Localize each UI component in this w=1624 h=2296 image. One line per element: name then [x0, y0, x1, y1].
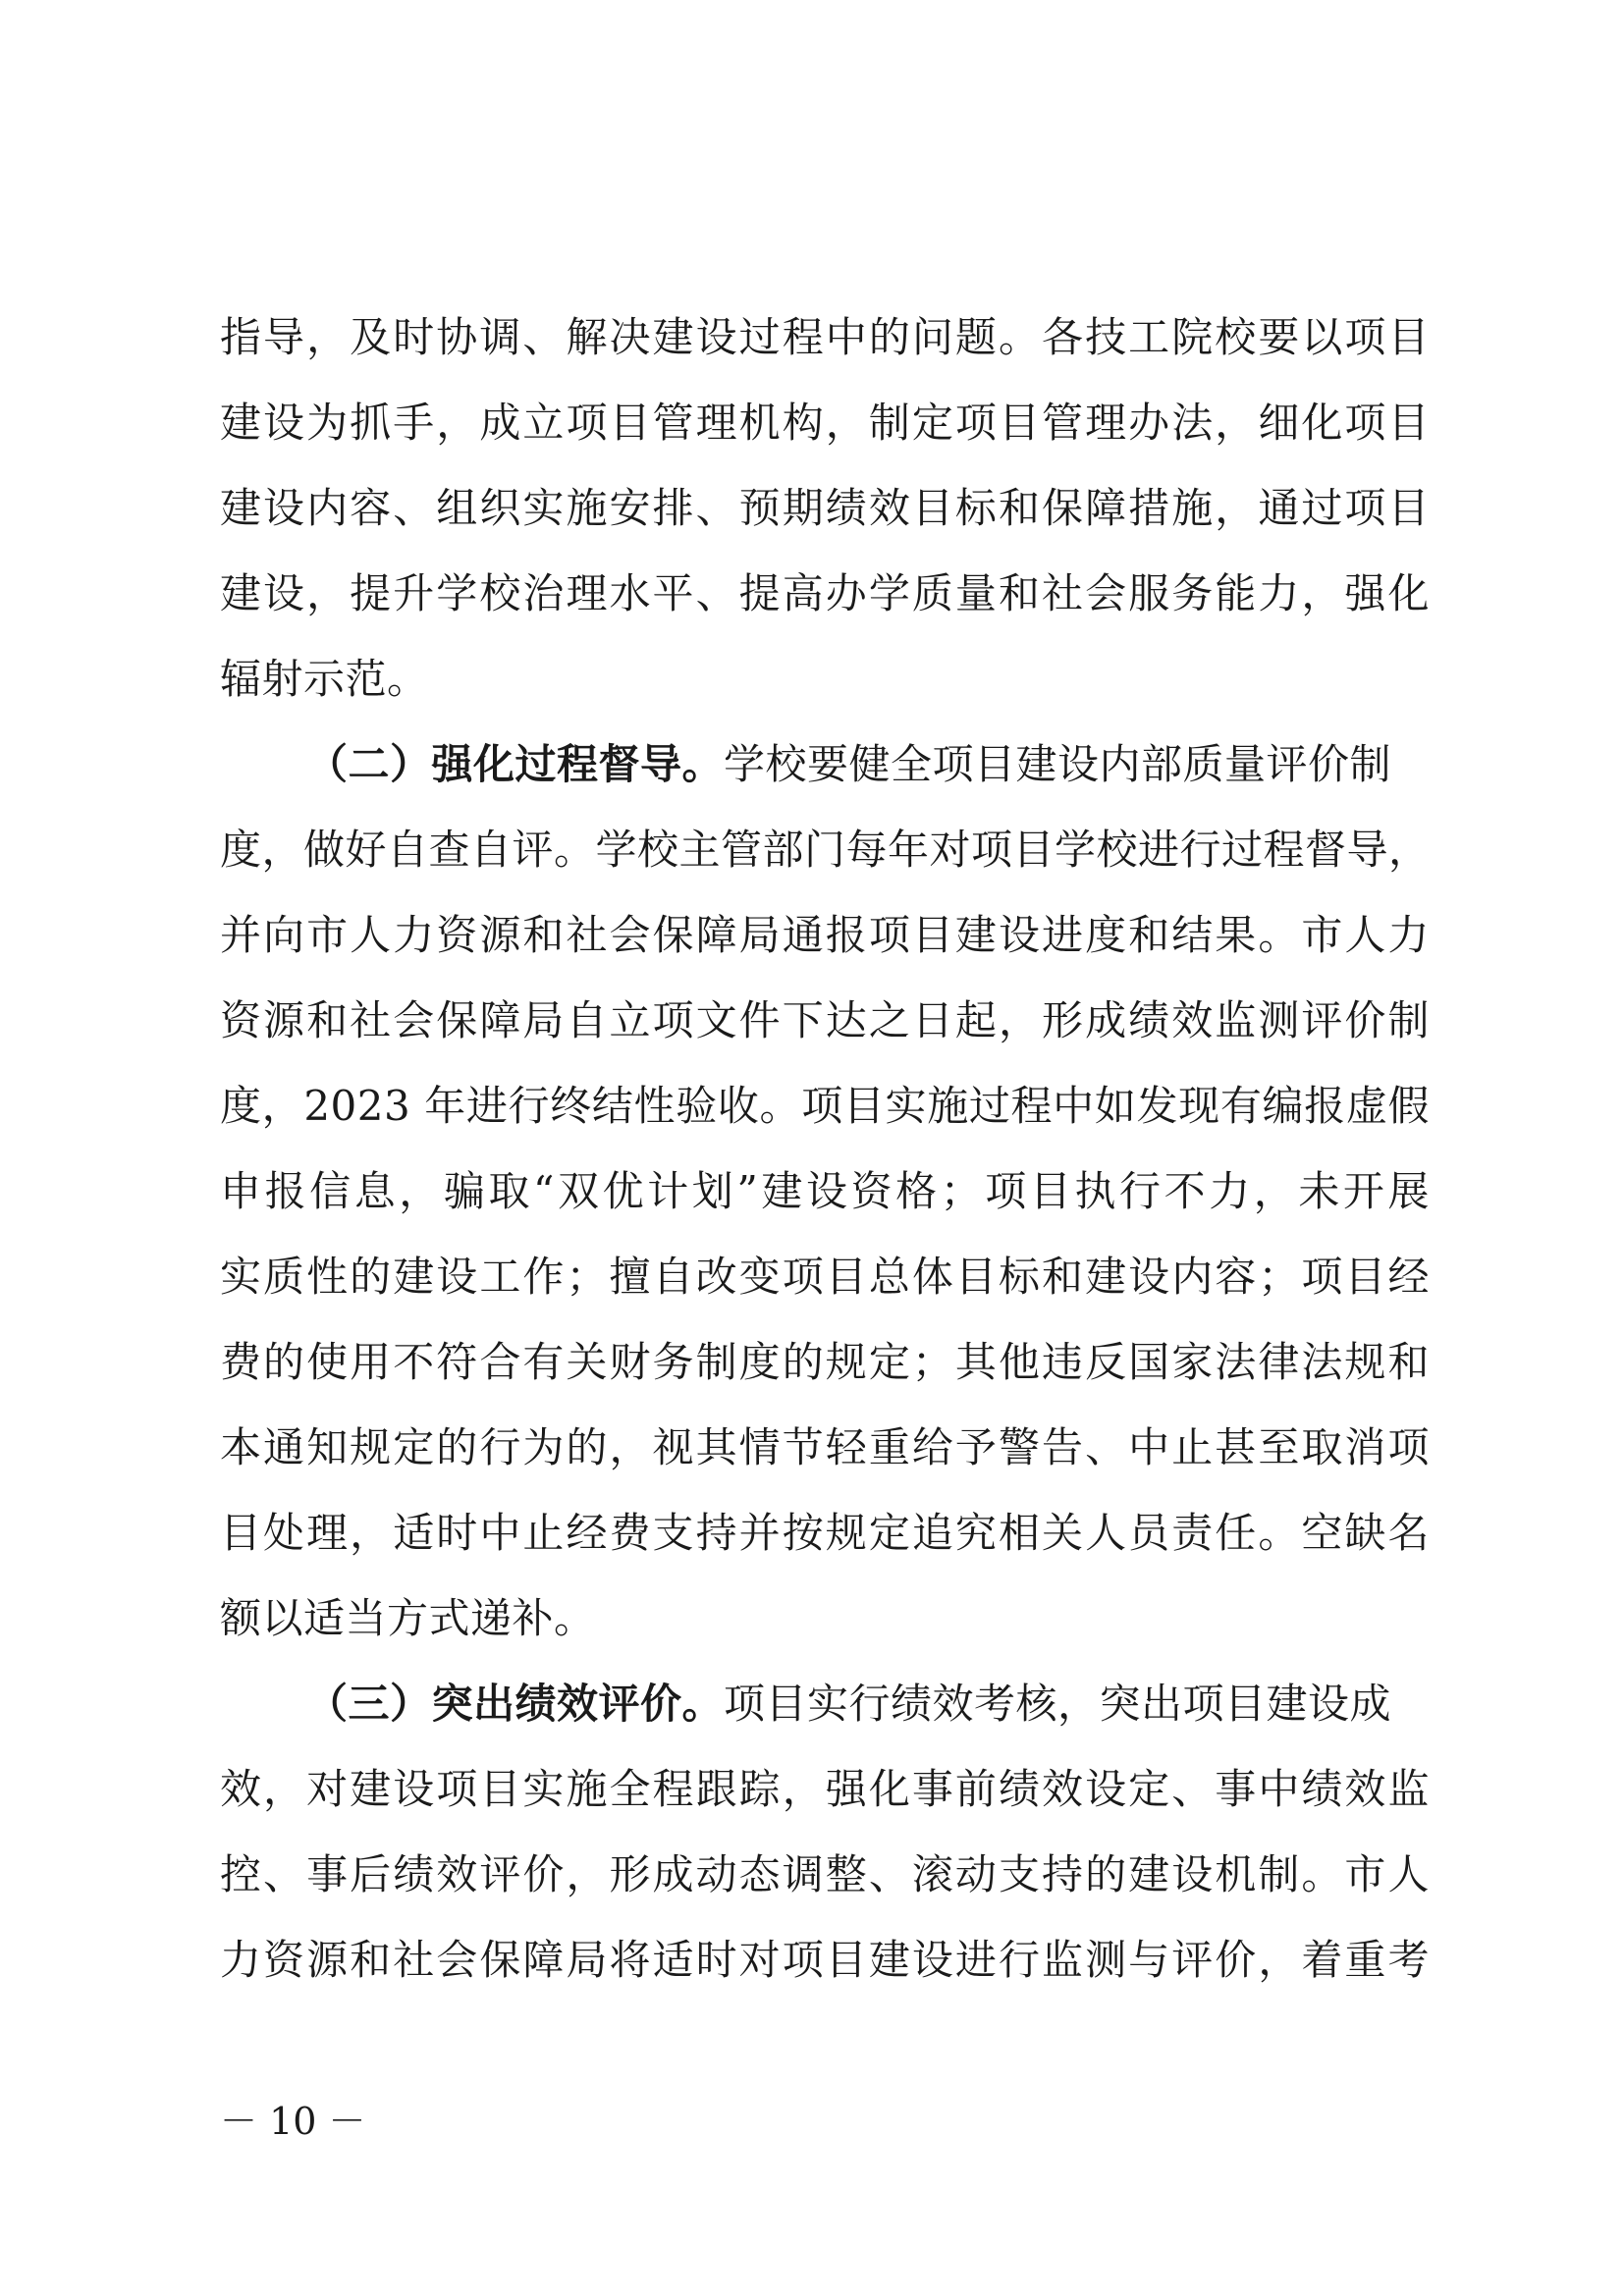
section-heading: （二）强化过程督导。 — [306, 740, 725, 788]
text-line: 建设，提升学校治理水平、提高办学质量和社会服务能力，强化 — [220, 569, 1430, 617]
text-line: 费的使用不符合有关财务制度的规定；其他违反国家法律法规和 — [220, 1338, 1430, 1386]
text-line: 并向市人力资源和社会保障局通报项目建设进度和结果。市人力 — [220, 911, 1430, 959]
text-line: 额以适当方式递补。 — [220, 1594, 596, 1642]
text-run: 项目实行绩效考核，突出项目建设成 — [724, 1680, 1392, 1728]
page-number: － 10 － — [220, 2100, 366, 2143]
paragraph-2 — [220, 721, 1430, 1661]
text-line: 资源和社会保障局自立项文件下达之日起，形成绩效监测评价制 — [220, 996, 1430, 1044]
text-line: 度，2023 年进行终结性验收。项目实施过程中如发现有编报虚假 — [220, 1082, 1430, 1130]
text-line — [220, 1661, 1430, 1746]
text-line: 建设为抓手，成立项目管理机构，制定项目管理办法，细化项目 — [220, 399, 1430, 447]
body-text — [220, 294, 1430, 2002]
text-line: 本通知规定的行为的，视其情节轻重给予警告、中止甚至取消项 — [220, 1423, 1430, 1471]
text-line: 指导，及时协调、解决建设过程中的问题。各技工院校要以项目 — [220, 313, 1430, 361]
section-heading: （三）突出绩效评价。 — [306, 1680, 725, 1728]
text-line: 度，做好自查自评。学校主管部门每年对项目学校进行过程督导， — [220, 826, 1431, 874]
text-line: 目处理，适时中止经费支持并按规定追究相关人员责任。空缺名 — [220, 1509, 1430, 1557]
text-line — [220, 721, 1430, 807]
text-line: 控、事后绩效评价，形成动态调整、滚动支持的建设机制。市人 — [220, 1850, 1430, 1898]
text-line: 实质性的建设工作；擅自改变项目总体目标和建设内容；项目经 — [220, 1253, 1430, 1301]
text-line: 建设内容、组织实施安排、预期绩效目标和保障措施，通过项目 — [220, 484, 1430, 532]
text-line: 效，对建设项目实施全程跟踪，强化事前绩效设定、事中绩效监 — [220, 1765, 1430, 1813]
text-line: 力资源和社会保障局将适时对项目建设进行监测与评价，着重考 — [220, 1936, 1430, 1984]
paragraph-1 — [220, 294, 1430, 721]
paragraph-3 — [220, 1661, 1430, 2002]
text-line: 申报信息，骗取“双优计划”建设资格；项目执行不力，未开展 — [220, 1167, 1430, 1215]
text-line: 辐射示范。 — [220, 655, 429, 703]
text-run: 学校要健全项目建设内部质量评价制 — [724, 740, 1392, 788]
